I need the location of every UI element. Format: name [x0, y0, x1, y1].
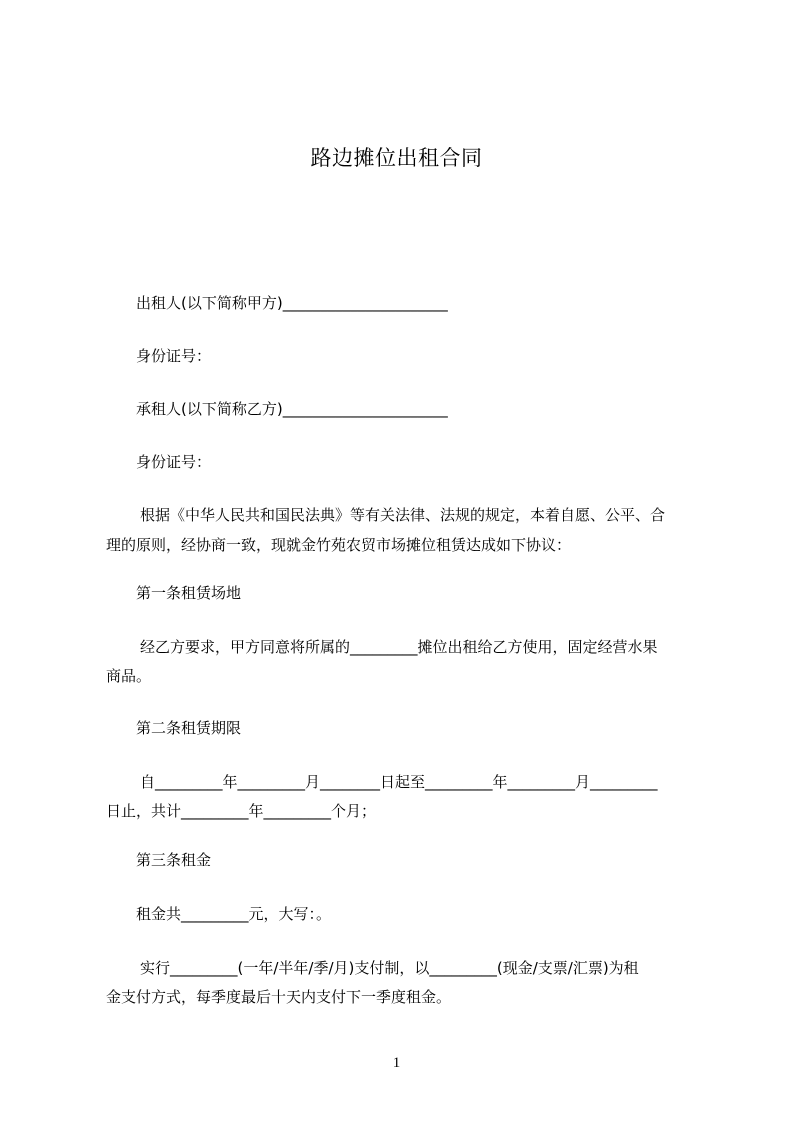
article-1-heading: 第一条租赁场地	[136, 584, 242, 602]
article-2-line-1: 自_________年_________月________日起至_________年_________月_________	[140, 773, 658, 791]
article-3-line-1: 实行_________(一年/半年/季/月)支付制，以_________(现金/支票/汇票)为租	[140, 959, 639, 977]
article-3-line-2: 金支付方式，每季度最后十天内支付下一季度租金。	[106, 988, 452, 1006]
lessor-line: 出租人(以下简称甲方)______________________	[136, 294, 448, 312]
article-1-line-1: 经乙方要求，甲方同意将所属的_________摊位出租给乙方使用，固定经营水果	[140, 638, 658, 656]
lessor-id-line: 身份证号：	[136, 347, 212, 365]
preamble-line-1: 根据《中华人民共和国民法典》等有关法律、法规的规定，本着自愿、公平、合	[140, 506, 666, 524]
preamble-line-2: 理的原则，经协商一致，现就金竹苑农贸市场摊位租赁达成如下协议：	[106, 536, 572, 554]
article-2-line-2: 日止，共计_________年_________个月；	[106, 802, 377, 820]
document-title: 路边摊位出租合同	[310, 146, 483, 170]
article-2-heading: 第二条租赁期限	[136, 719, 242, 737]
article-3-heading: 第三条租金	[136, 851, 212, 869]
article-1-line-2: 商品。	[106, 667, 152, 685]
lessee-line: 承租人(以下简称乙方)______________________	[136, 400, 448, 418]
article-3-rent: 租金共_________元，大写：。	[136, 905, 332, 923]
page-number: 1	[392, 1055, 401, 1071]
lessee-id-line: 身份证号：	[136, 453, 212, 471]
